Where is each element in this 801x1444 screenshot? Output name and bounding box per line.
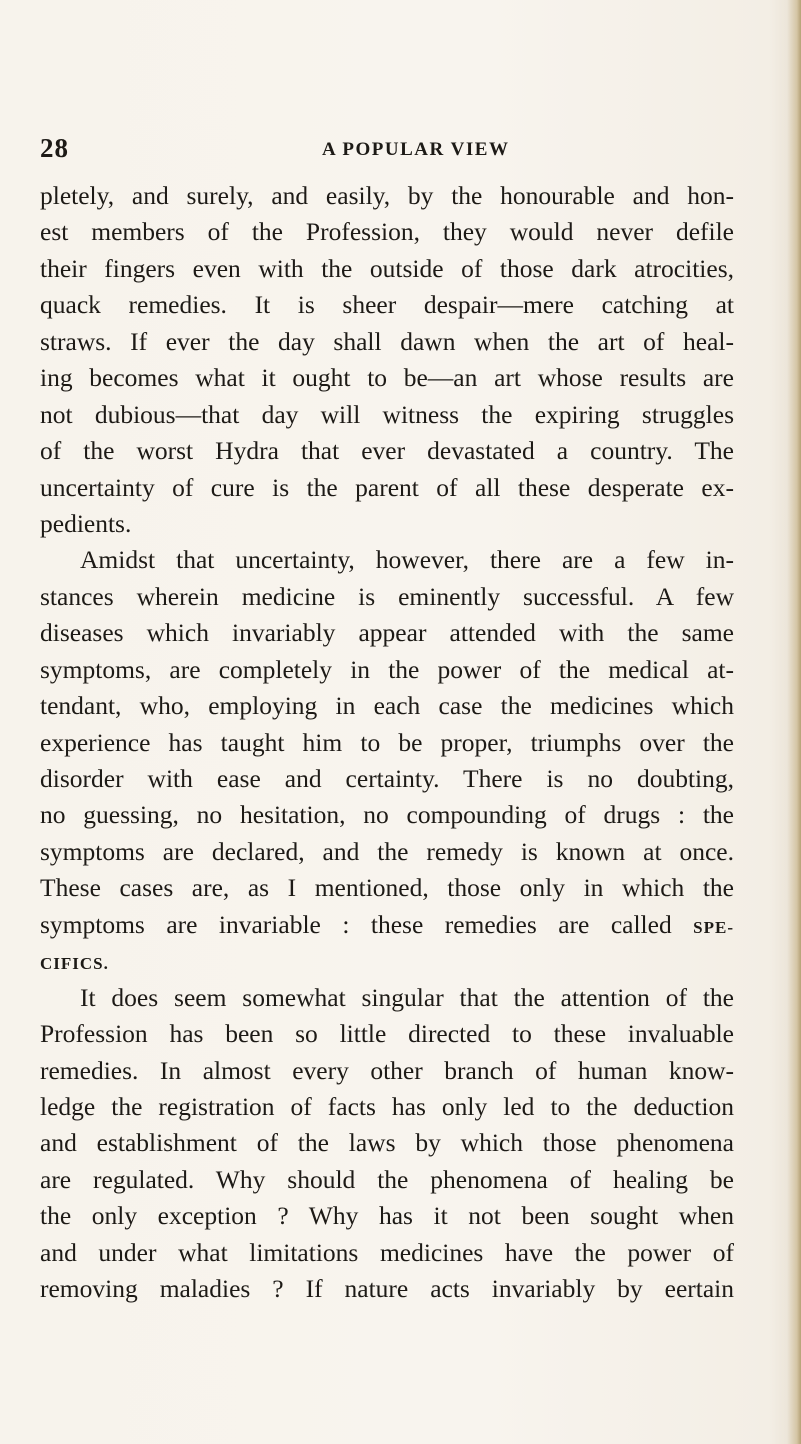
text-line: and establishment of the laws by which those phenomena [40,1128,734,1158]
text-line: diseases which invariably appear attended with the same [40,618,734,648]
text-line [40,943,734,979]
text-line: removing maladies ? If nature acts invariably by eertain [40,1274,734,1304]
text-line: not dubious—that day will witness the expiring struggles [40,399,734,429]
text-line-part: symptoms are invariable : these remedies are called [40,909,672,939]
text-line: experience has taught him to be proper, triumphs over the [40,727,734,757]
text-line: of the worst Hydra that ever devastated a country. The [40,436,734,466]
text-line: uncertainty of cure is the parent of all these desperate ex- [40,472,734,502]
text-line: no guessing, no hesitation, no compounding of drugs : the [40,800,734,830]
text-line: These cases are, as I mentioned, those only in which the [40,873,734,903]
text-line: symptoms are declared, and the remedy is known at once. [40,836,734,866]
text-line: symptoms, are completely in the power of the medical at- [40,654,734,684]
text-line: quack remedies. It is sheer despair—mere catching at [40,290,734,320]
text-line-with-smallcaps [40,907,734,943]
smallcaps-term: CIFICS. [40,954,109,974]
text-line: disorder with ease and certainty. There is no doubting, [40,764,734,793]
text-line: ledge the registration of facts has only led to the deduction [40,1091,734,1121]
paragraph-start-line: It does seem somewhat singular that the attention of the [80,982,734,1012]
text-line: and under what limitations medicines have the power of [40,1237,734,1267]
text-line: stances wherein medicine is eminently successful. A few [40,581,734,611]
text-line: their fingers even with the outside of those dark atrocities, [40,253,734,283]
text-line: tendant, who, employing in each case the medicines which [40,691,734,721]
text-line: the only exception ? Why has it not been sought when [40,1201,734,1231]
text-line: est members of the Profession, they would never defile [40,217,734,247]
text-line: remedies. In almost every other branch of human know- [40,1055,734,1085]
text-line: straws. If ever the day shall dawn when the art of heal- [40,326,734,356]
text-line: Profession has been so little directed to these invaluable [40,1019,734,1049]
smallcaps-term: SPE- [693,917,735,937]
page-edge-shadow [787,0,801,1444]
body-text [40,178,734,1308]
page-header [0,129,801,169]
text-line: ing becomes what it ought to be—an art whose results are [40,363,734,393]
text-line: are regulated. Why should the phenomena of healing be [40,1164,734,1194]
text-line: pletely, and surely, and easily, by the honourable and hon- [40,181,734,210]
running-head: A POPULAR VIEW [322,139,510,160]
page-number: 28 [40,133,69,163]
paragraph-start-line: Amidst that uncertainty, however, there are a few in- [80,545,734,575]
text-line: pedients. [40,508,132,538]
